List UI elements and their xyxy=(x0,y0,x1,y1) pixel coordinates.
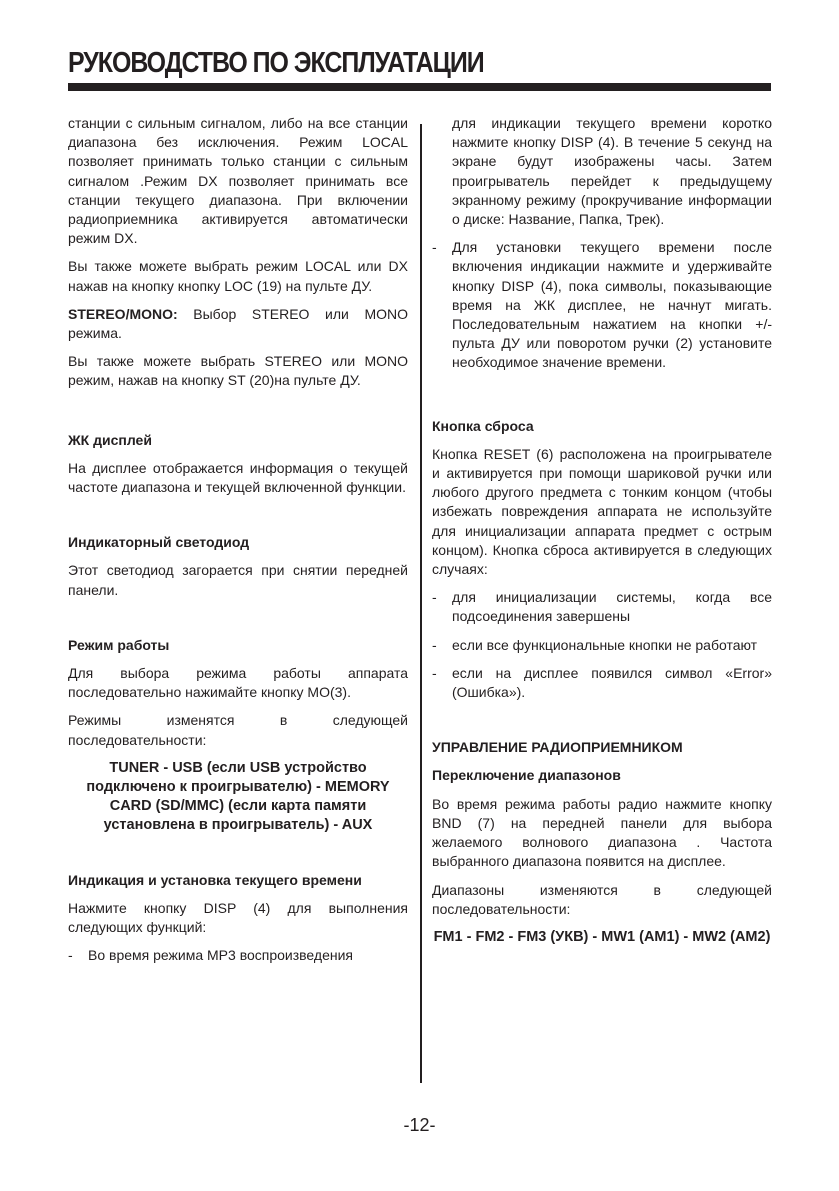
heading-radio-control: УПРАВЛЕНИЕ РАДИОПРИЕМНИКОМ xyxy=(432,739,683,756)
title-rule xyxy=(68,83,771,91)
list-item-time-1-continued: для индикации текущего времени коротко нажмите кнопку DISP (4). В течение 5 секунд на экране будут изображены часы. Затем проигрыватель перейдет к предыдущему экранному режиму (прокручивание информации о диске: Название, Папка, Трек). xyxy=(452,115,772,228)
list-item-text: Во время режима MP3 воспроизведения xyxy=(88,947,354,964)
page-title: РУКОВОДСТВО ПО ЭКСПЛУАТАЦИИ xyxy=(68,47,484,79)
list-item-text: для инициализации системы, когда все подсоединения завершены xyxy=(452,589,772,625)
paragraph-time: Нажмите кнопку DISP (4) для выполнения следующих функций: xyxy=(68,900,408,936)
list-item-time-1 xyxy=(68,946,408,965)
paragraph-stereo-mono xyxy=(68,305,408,343)
bullet-dash: - xyxy=(432,239,437,256)
list-item-reset-2 xyxy=(432,636,772,655)
paragraph-band-2: Диапазоны изменяются в следующей последовательности: xyxy=(432,881,772,917)
band-sequence: FM1 - FM2 - FM3 (УКВ) - MW1 (AM1) - MW2 (AM2) xyxy=(433,928,771,945)
bullet-dash: - xyxy=(432,636,437,653)
heading-time: Индикация и установка текущего времени xyxy=(68,871,362,888)
list-item-text: если все функциональные кнопки не работают xyxy=(452,636,758,653)
column-divider xyxy=(420,124,422,1083)
paragraph-local-dx: станции с сильным сигналом, либо на все станции диапазона без исключения. Режим LOCAL позволяет принимать только станции с сильным сигналом .Режим DX позволяет принимать все станции текущего диапазона. При включении радиоприемника активируется автоматически режим DX. xyxy=(68,115,408,247)
page-number: -12- xyxy=(403,1115,436,1135)
mode-sequence: TUNER - USB (если USB устройство подключено к проигрывателю) - MEMORY CARD (SD/MMC) (если карта памяти установлена в проигрыватель) - AUX xyxy=(86,759,390,833)
list-item-time-2 xyxy=(432,238,772,372)
paragraph-lcd: На дисплее отображается информация о текущей частоте диапазона и текущей включенной функции. xyxy=(68,459,408,496)
heading-band-switch: Переключение диапазонов xyxy=(432,767,621,784)
heading-lcd: ЖК дисплей xyxy=(68,431,152,448)
stereo-mono-text: Выбор STEREO или MONO режима. xyxy=(68,305,408,342)
paragraph-reset: Кнопка RESET (6) расположена на проигрывателе и активируется при помощи шариковой ручки или любого другого предмета с тонким концом (чтобы избежать повреждения аппарата не используйте для инициализации аппарата предмет с острым концом). Кнопка сброса активируется в следующих случаях: xyxy=(432,445,772,578)
left-column xyxy=(68,114,408,975)
paragraph-loc-button: Вы также можете выбрать режим LOCAL или DX нажав на кнопку кнопку LOC (19) на пульте ДУ. xyxy=(68,258,408,294)
heading-reset: Кнопка сброса xyxy=(432,417,534,434)
heading-mode: Режим работы xyxy=(68,636,170,653)
right-column xyxy=(432,114,772,956)
list-item-text: Для установки текущего времени после включения индикации нажмите и удерживайте кнопку DISP (4), пока символы, показывающие время на ЖК дисплее, не начнут мигать. Последовательным нажатием на кнопки +/- пульта ДУ или поворотом ручки (2) установите необходимое значение времени. xyxy=(452,239,772,371)
list-item-reset-1 xyxy=(432,588,772,626)
bullet-dash: - xyxy=(68,947,73,964)
stereo-mono-label: STEREO/MONO: xyxy=(68,305,178,322)
bullet-dash: - xyxy=(432,664,437,681)
paragraph-band-1: Во время режима работы радио нажмите кнопку BND (7) на передней панели для выбора желаемого волнового диапазона . Частота выбранного диапазона появится на дисплее. xyxy=(432,795,772,870)
heading-led: Индикаторный светодиод xyxy=(68,534,250,551)
paragraph-mode-2: Режимы изменятся в следующей последовательности: xyxy=(68,712,408,748)
list-item-text: если на дисплее появился символ «Error» (Ошибка»). xyxy=(452,664,772,701)
list-item-reset-3 xyxy=(432,664,772,702)
paragraph-mode-1: Для выбора режима работы аппарата последовательно нажимайте кнопку МО(3). xyxy=(68,665,408,701)
paragraph-st-button: Вы также можете выбрать STEREO или MONO режим, нажав на кнопку ST (20)на пульте ДУ. xyxy=(68,353,408,389)
bullet-dash: - xyxy=(432,589,437,606)
paragraph-led: Этот светодиод загорается при снятии передней панели. xyxy=(68,562,408,598)
